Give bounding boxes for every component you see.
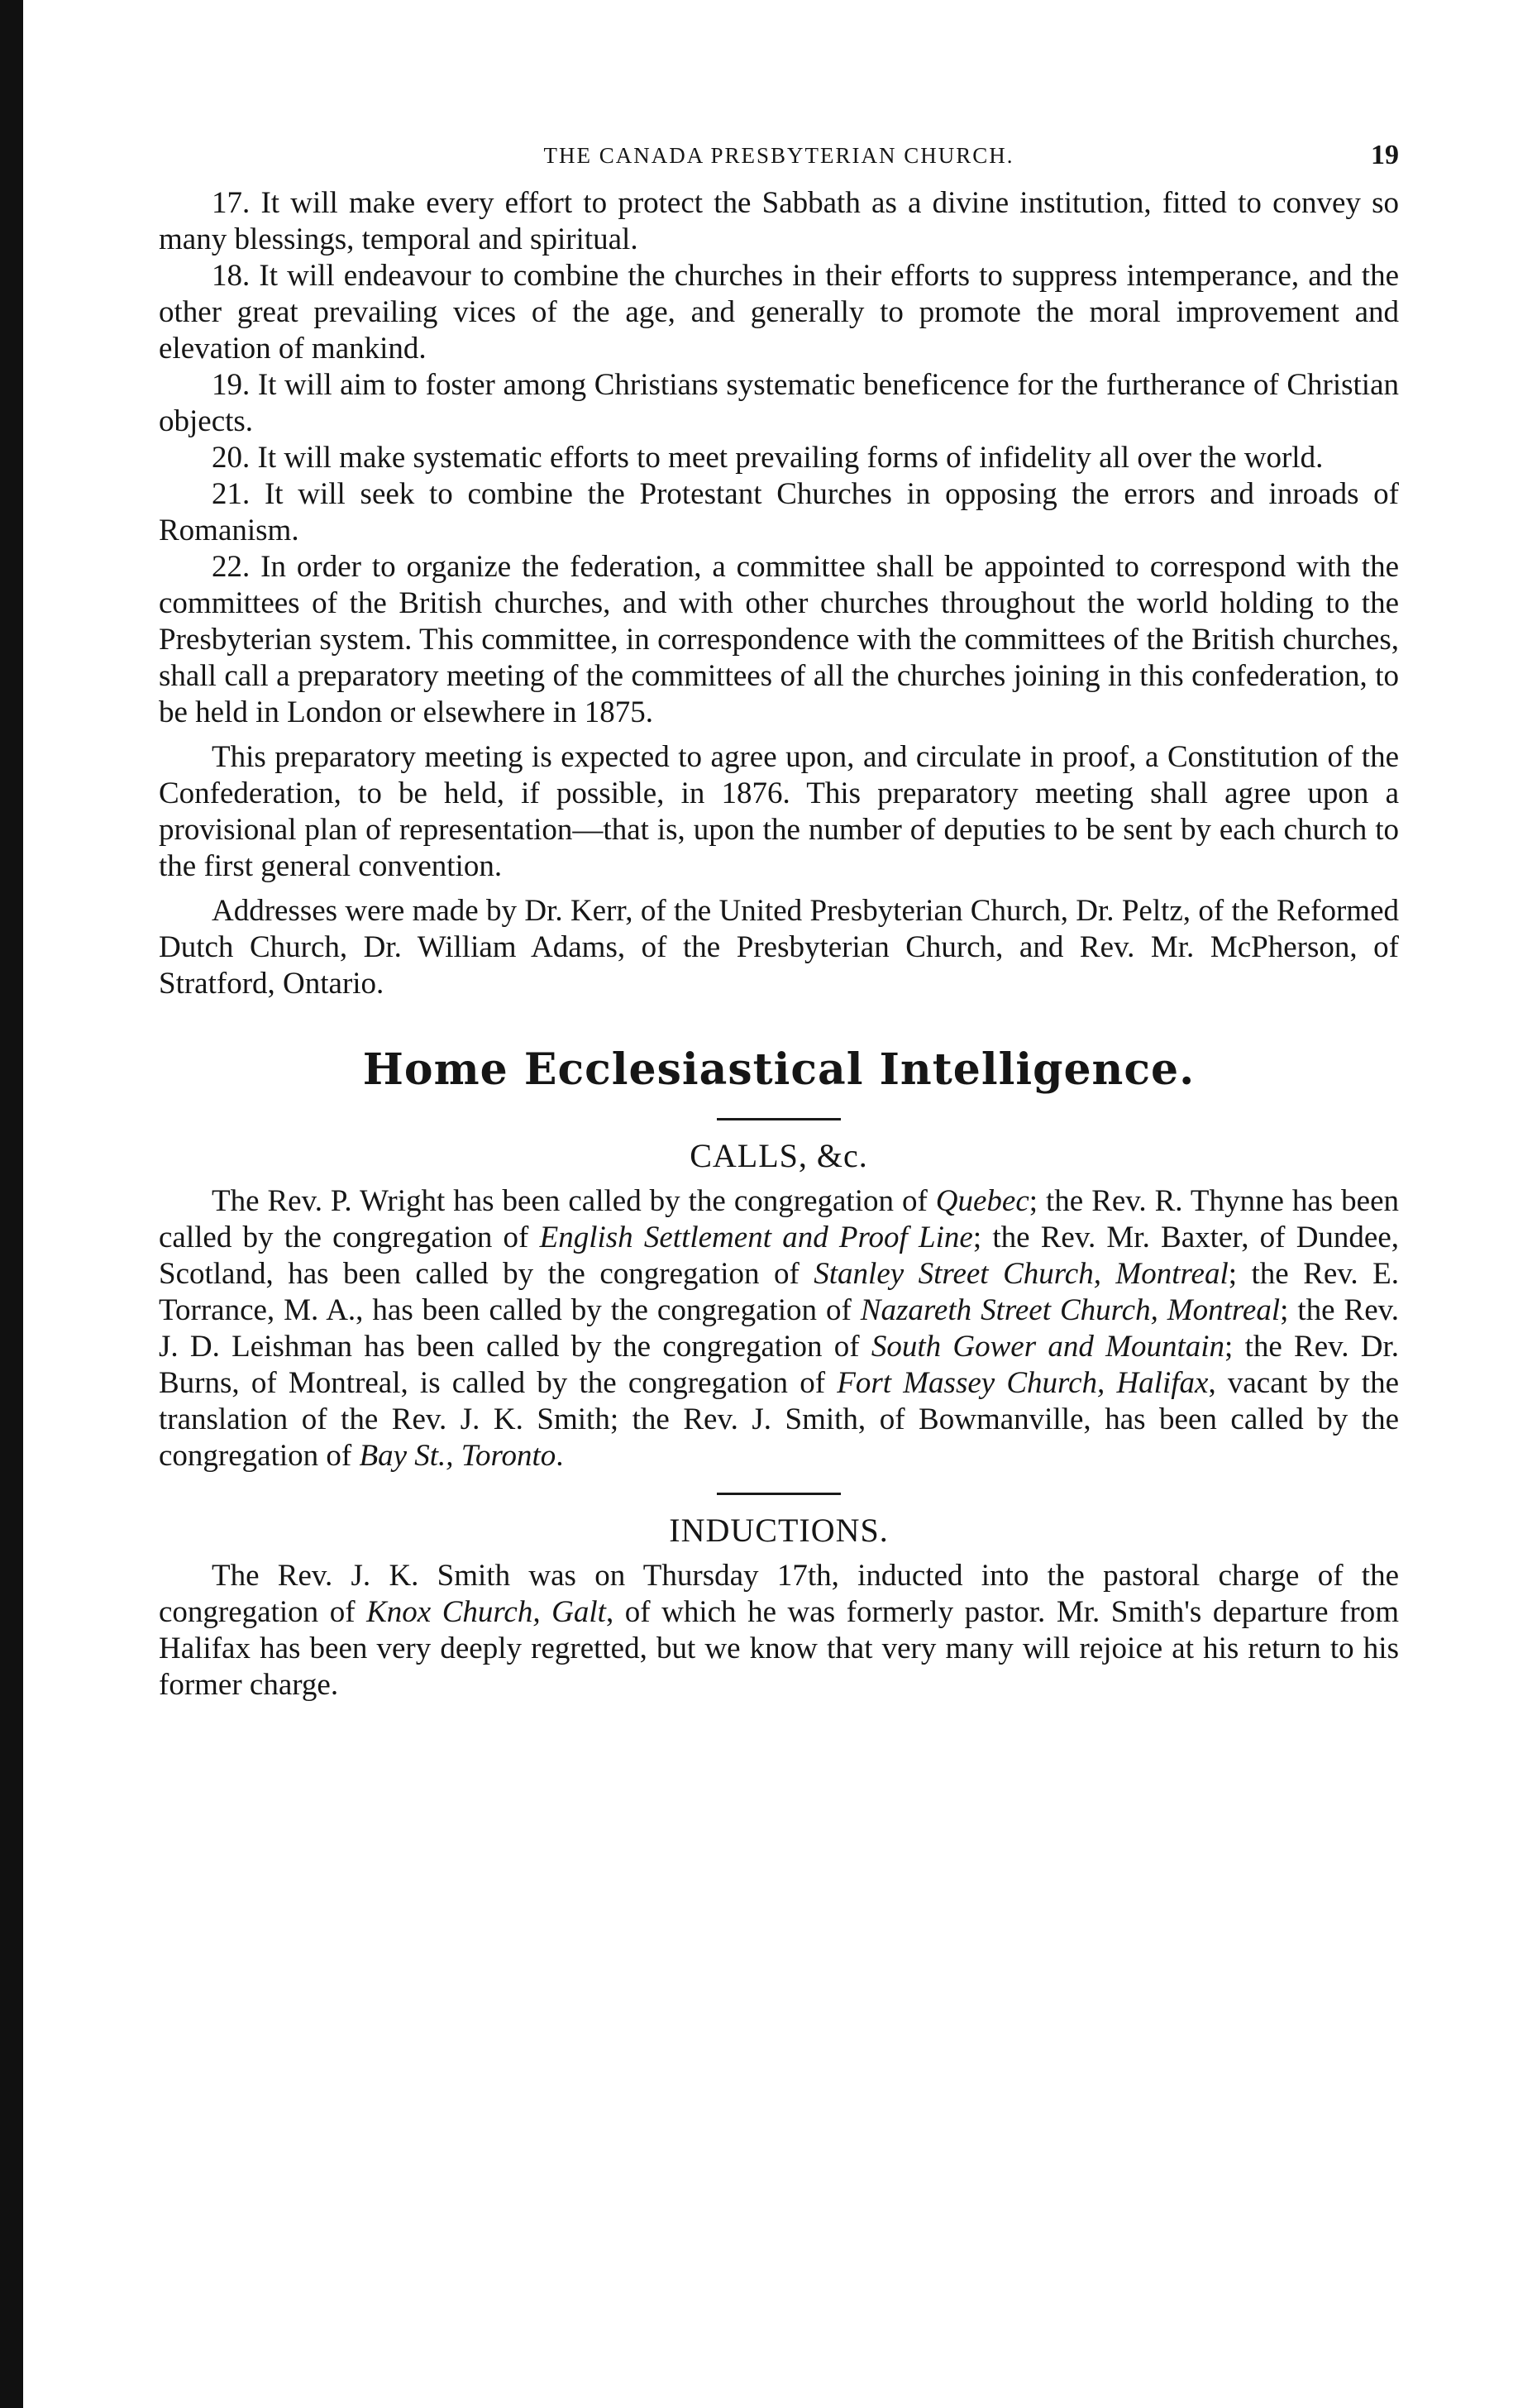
item-number: 20. xyxy=(212,441,251,475)
numbered-item-19 xyxy=(159,367,1399,440)
item-text: It will seek to combine the Protestant Churches in opposing the errors and inroads of Romanism. xyxy=(159,477,1399,547)
binding-edge xyxy=(0,0,23,2408)
calls-text: ; the Rev. E. Torrance, M. A., has been called by the congregation of xyxy=(159,1257,1399,1327)
calls-text: ; the Rev. J. D. Leishman has been called by the congregation of xyxy=(159,1293,1399,1364)
calls-place: Quebec xyxy=(935,1184,1029,1218)
section-heading: Home Ecclesiastical Intelligence. xyxy=(362,1044,1196,1095)
divider-rule xyxy=(717,1493,841,1495)
item-number: 17. xyxy=(212,186,251,220)
calls-place: Fort Massey Church, Halifax xyxy=(837,1366,1209,1400)
page xyxy=(159,139,1399,1703)
numbered-item-18 xyxy=(159,258,1399,367)
item-number: 22. xyxy=(212,550,251,584)
calls-place: Nazareth Street Church, Montreal xyxy=(860,1293,1281,1327)
inductions-text: , of which he was formerly pastor. Mr. Smith's departure from Halifax has been very deeply regretted, but we know that very many will rejoice at his return to his former charge. xyxy=(159,1595,1399,1702)
calls-text: ; the Rev. R. Thynne has been called by the congregation of xyxy=(159,1184,1400,1254)
addresses-paragraph: Addresses were made by Dr. Kerr, of the United Presbyterian Church, Dr. Peltz, of the Reformed Dutch Church, Dr. William Adams, of the Presbyterian Church, and Rev. Mr. McPherson, of Stratford, Ontario. xyxy=(159,894,1399,1001)
running-head xyxy=(159,139,1399,185)
item-text: It will make every effort to protect the Sabbath as a divine institution, fitted to convey so many blessings, temporal and spiritual. xyxy=(159,186,1400,256)
divider-rule xyxy=(717,1118,841,1120)
calls-paragraph xyxy=(159,1183,1399,1474)
calls-text: . xyxy=(556,1439,564,1473)
item-text: It will endeavour to combine the churches in their efforts to suppress intemperance, and the other great prevailing vices of the age, and generally to promote the moral improvement and elevation of mankind. xyxy=(159,259,1399,366)
calls-text: ; the Rev. Dr. Burns, of Montreal, is called by the congregation of xyxy=(159,1330,1400,1400)
item-text: It will aim to foster among Christians systematic beneficence for the furtherance of Christian objects. xyxy=(159,368,1399,438)
calls-place: Bay St., Toronto xyxy=(359,1439,556,1473)
numbered-item-20 xyxy=(159,440,1399,476)
inductions-text: The Rev. J. K. Smith was on Thursday 17th, inducted into the pastoral charge of the congregation of xyxy=(159,1559,1399,1629)
calls-place: English Settlement and Proof Line xyxy=(539,1221,973,1254)
item-text: In order to organize the federation, a committee shall be appointed to correspond with the committees of the British churches, and with other churches throughout the world holding to the Presbyterian system. This committee, in correspondence with the committees of the British churches, shall call a preparatory meeting of the committees of all the churches joining in this confederation, to be held in London or elsewhere in 1875. xyxy=(159,550,1400,729)
inductions-paragraph xyxy=(159,1558,1399,1703)
item-number: 18. xyxy=(212,259,251,293)
item-number: 21. xyxy=(212,477,251,511)
calls-text: , vacant by the translation of the Rev. J. K. Smith; the Rev. J. Smith, of Bowmanville, has been called by the congregation of xyxy=(159,1366,1400,1473)
numbered-item-21 xyxy=(159,476,1399,549)
numbered-item-22 xyxy=(159,549,1399,731)
calls-text: The Rev. P. Wright has been called by the congregation of xyxy=(212,1184,936,1218)
calls-place: Stanley Street Church, Montreal xyxy=(814,1257,1229,1291)
calls-place: South Gower and Mountain xyxy=(871,1330,1225,1364)
inductions-place: Knox Church, Galt xyxy=(366,1595,606,1629)
preparatory-meeting-paragraph: This preparatory meeting is expected to agree upon, and circulate in proof, a Constitution of the Confederation, to be held, if possible, in 1876. This preparatory meeting shall agree upon a provisional plan of representation—that is, upon the number of deputies to be sent by each church to the first general convention. xyxy=(159,740,1399,883)
calls-heading: CALLS, &c. xyxy=(690,1137,868,1174)
page-number: 19 xyxy=(1371,140,1399,170)
item-number: 19. xyxy=(212,368,251,402)
item-text: It will make systematic efforts to meet prevailing forms of infidelity all over the world. xyxy=(257,441,1324,475)
inductions-heading: INDUCTIONS. xyxy=(669,1512,889,1549)
calls-text: ; the Rev. Mr. Baxter, of Dundee, Scotland, has been called by the congregation of xyxy=(159,1221,1400,1291)
running-title: THE CANADA PRESBYTERIAN CHURCH. xyxy=(543,143,1014,168)
numbered-item-17 xyxy=(159,185,1399,258)
